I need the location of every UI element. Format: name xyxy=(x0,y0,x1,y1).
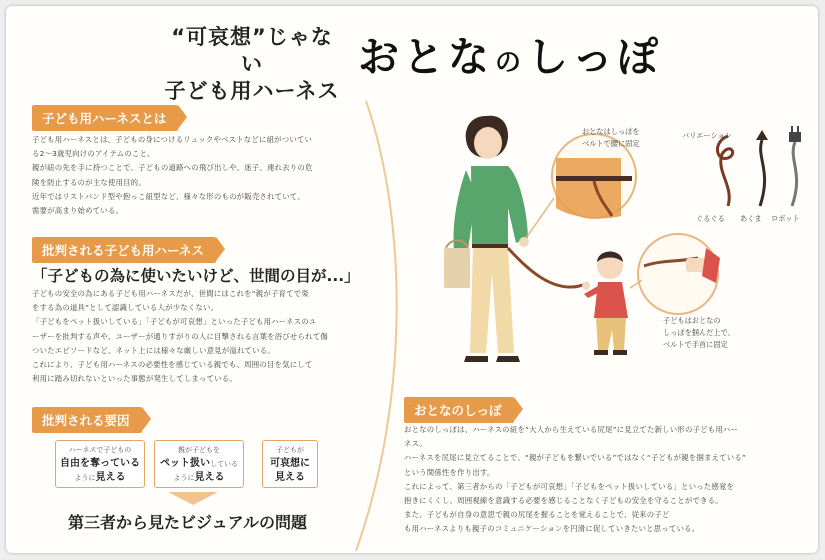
subtitle-line-1: “可哀想”じゃない xyxy=(171,25,333,76)
callout-top-text xyxy=(582,126,640,150)
text-line: ネス。 xyxy=(404,439,427,449)
variation-name-robot: ロボット xyxy=(771,214,800,223)
text-line: という関係性を作り出す。 xyxy=(404,467,495,477)
box-small-text: している xyxy=(210,460,238,468)
section4-body xyxy=(404,423,806,537)
main-title xyxy=(358,24,662,83)
text-line: 需要が高まり始めている。 xyxy=(32,206,124,216)
leaflet-page xyxy=(6,6,818,553)
title-part-2: しっぽ xyxy=(527,33,663,81)
text-line: 険を防止するのが主な使用目的。 xyxy=(32,177,146,187)
variations-label: バリエーション xyxy=(682,131,732,140)
box-bold-text: 見える xyxy=(275,472,305,483)
text-line: ベルトで腰に固定 xyxy=(582,139,640,148)
section-label-what-is: 子ども用ハーネスとは xyxy=(32,105,178,131)
variation-name-swirl: ぐるぐる xyxy=(696,214,725,223)
text-line: ハーネスを尻尾に見立てることで、“親が子どもを繋いでいる”ではなく“子どもが親を掴まえている” xyxy=(404,453,746,463)
callout-bottom-text xyxy=(663,315,735,351)
text-line: 子どもの安全の為にある子ども用ハーネスだが、世間にはこれを“親が子育てで楽 xyxy=(32,289,309,298)
cause-box-pet xyxy=(154,440,244,488)
section1-body xyxy=(32,133,350,218)
text-line: 抱きにくくし、周囲視線を意識する必要を感じることなく子どもの安全を守ることができる。 xyxy=(404,496,723,506)
text-line: ーザーを批判する声や、ユーザーが通りすがりの人に目撃される言葉を浴びせられて傷 xyxy=(32,331,328,341)
box-bold-text: 見える xyxy=(95,472,126,483)
box-top-text: 子どもが xyxy=(276,446,304,454)
title-no: の xyxy=(495,48,526,78)
text-line: をする為の道具”として認識している人が少なくない。 xyxy=(32,303,219,313)
text-line: これによって、第三者からの「子どもが可哀想」「子どもをペット扱いしている」といった感覚を xyxy=(404,481,735,491)
leash-tail xyxy=(508,248,588,287)
text-line: ついたエピソードなど、ネット上には様々な厳しい意見が溢れている。 xyxy=(32,345,275,355)
callout-wrist xyxy=(630,234,720,314)
text-line: また、子どもが自身の意思で親の尻尾を握ることを覚えることで、従来の子ど xyxy=(404,510,670,520)
text-line: これにより、子ども用ハーネスの必要性を感じている親でも、周囲の目を気にして xyxy=(32,360,313,370)
chevron-down-icon xyxy=(168,492,218,506)
text-line: る2〜3歳児向けのアイテムのこと。 xyxy=(32,149,155,159)
section2-body xyxy=(32,287,352,386)
cause-box-pitiful xyxy=(262,440,318,488)
adult-figure xyxy=(444,116,529,362)
text-line: ベルトで手首に固定 xyxy=(663,340,728,349)
title-subtitle xyxy=(162,24,342,105)
box-small-text: ように xyxy=(173,474,195,482)
variation-robot xyxy=(789,126,801,206)
text-line: おとなはしっぽを xyxy=(582,127,640,136)
variation-name-devil: あくま xyxy=(740,214,762,223)
text-line: 「子どもをペット扱いしている」「子どもが可哀想」といった子ども用ハーネスのユ xyxy=(32,317,317,327)
text-line: 親が紐の先を手に持つことで、子どもの道路への飛び出しや、迷子、連れ去りの危 xyxy=(32,163,313,173)
subtitle-line-2: 子ども用ハーネス xyxy=(164,79,340,103)
cause-box-freedom xyxy=(55,440,145,488)
section-label-criticized: 批判される子ども用ハーネス xyxy=(32,237,216,263)
variation-swirl xyxy=(717,136,732,206)
conclusion-headline: 第三者から見たビジュアルの問題 xyxy=(68,513,308,532)
box-bold-text: ペット扱い xyxy=(160,458,210,469)
box-small-text: ように xyxy=(74,474,96,482)
text-line: 子ども用ハーネスとは、子どもの身につけるリュックやベストなどに紐がついてい xyxy=(32,135,313,144)
box-top-text: 親が子どもを xyxy=(178,446,220,454)
text-line: 利用に踏み切れないといった事態が発生してしまっている。 xyxy=(32,374,237,384)
text-line: おとなのしっぽは、ハーネスの紐を“大人から生えている尻尾”に見立てた新しい形の子ども用ハー xyxy=(404,425,739,434)
section-label-otona-no-shippo: おとなのしっぽ xyxy=(404,397,514,423)
section-label-causes: 批判される要因 xyxy=(32,407,142,433)
quote-headline: 「子どもの為に使いたいけど、世間の目が...」 xyxy=(32,267,360,285)
title-part-1: おとな xyxy=(358,33,493,81)
box-bold-text: 見える xyxy=(194,472,225,483)
box-top-text: ハーネスで子どもの xyxy=(68,446,132,454)
text-line: 子どもはおとなの xyxy=(663,316,721,325)
child-figure xyxy=(582,252,628,356)
text-line: しっぽを掴んだ上で、 xyxy=(663,328,735,337)
box-bold-text: 自由を奪っている xyxy=(60,458,140,469)
text-line: も用ハーネスよりも親子のコミュニケーションを円滑に促していきたいと思っている。 xyxy=(404,524,700,534)
variation-devil xyxy=(756,130,768,206)
text-line: 近年ではリストバンド型や抱っこ紐型など、様々な形のものが販売されていて、 xyxy=(32,191,305,201)
box-bold-text: 可哀想に xyxy=(270,458,310,469)
